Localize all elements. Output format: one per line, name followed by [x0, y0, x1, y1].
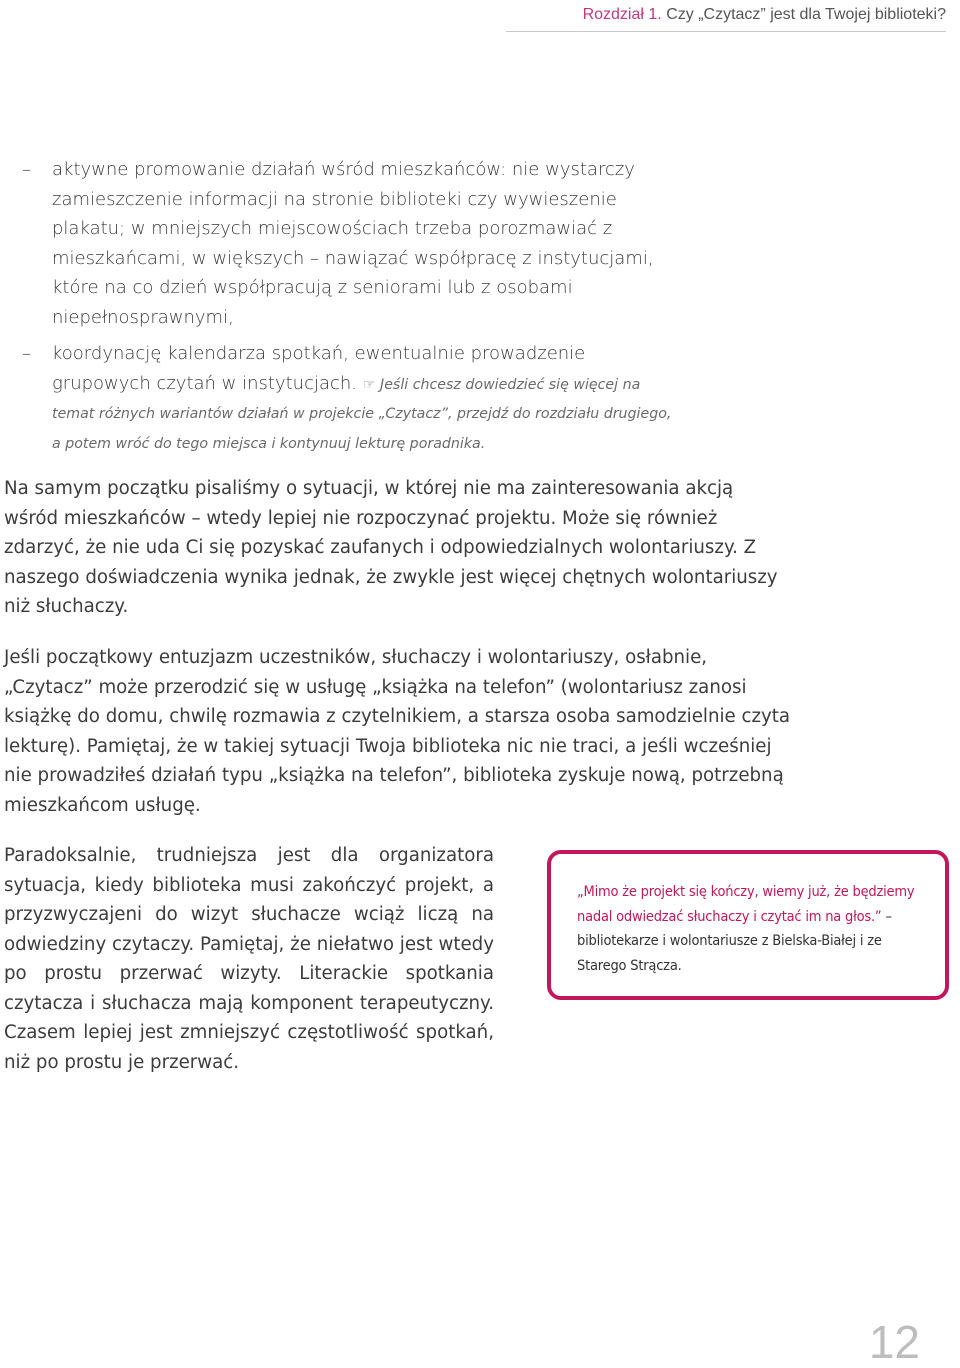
quote-text: „Mimo że projekt się kończy, wiemy już, że będziemy nadal odwiedzać słuchaczy i czytać im na głos.”	[577, 884, 915, 925]
bullet-text: aktywne promowanie działań wśród mieszkańców: nie wystarczy zamieszczenie informacji na stronie biblioteki czy wywieszenie plakatu; w mniejszych miejscowościach trzeba porozmawiać z mieszkańcami, w większych – nawiązać współpracę z instytucjami, które na co dzień współpracują z seniorami lub z osobami niepełnosprawnymi,	[52, 159, 654, 328]
chapter-label: Rozdział 1.	[582, 6, 662, 23]
bullet-text: koordynację kalendarza spotkań, ewentualnie prowadzenie grupowych czytań w instytucjach.	[52, 343, 586, 394]
body-paragraph: Jeśli początkowy entuzjazm uczestników, słuchaczy i wolontariuszy, osłabnie, „Czytacz” może przerodzić się w usługę „książka na telefon” (wolontariusz zanosi książkę do domu, chwilę rozmawia z czytelnikiem, a starsza osoba samodzielnie czyta lekturę). Pamiętaj, że w takiej sytuacji Twoja biblioteka nic nie traci, a jeśli wcześniej nie prowadziłeś działań typu „książka na telefon”, biblioteka zyskuje nową, potrzebną mieszkańcom usługę.	[4, 647, 791, 816]
body-paragraph: Na samym początku pisaliśmy o sytuacji, w której nie ma zainteresowania akcją wśród mieszkańców – wtedy lepiej nie rozpoczynać projektu. Może się również zdarzyć, że nie uda Ci się pozyskać zaufanych i odpowiedzialnych wolontariuszy. Z naszego doświadczenia wynika jednak, że zwykle jest więcej chętnych wolontariuszy niż słuchaczy.	[4, 478, 778, 617]
quote-attribution: – bibliotekarze i wolontariusze z Bielska-Białej i ze Starego Strącza.	[577, 908, 892, 974]
body-paragraph: Paradoksalnie, trudniejsza jest dla organizatora sytuacja, kiedy biblioteka musi zakończyć projekt, a przyzwyczajeni do wizyt słuchacze wciąż liczą na odwiedziny czytaczy. Pamiętaj, że niełatwo jest wtedy po prostu przerwać wizyty. Literackie spotkania czytacza i słuchacza mają komponent terapeutyczny. Czasem lepiej jest zmniejszyć częstotliwość spotkań, niż po prostu je przerwać.	[4, 845, 494, 1073]
chapter-title: Czy „Czytacz” jest dla Twojej biblioteki?	[666, 6, 946, 23]
pointing-hand-icon: ☞	[362, 376, 376, 393]
list-item	[22, 339, 682, 457]
running-header	[506, 4, 946, 32]
page-number: 12	[868, 1316, 920, 1368]
bullet-dash: –	[22, 343, 31, 364]
pull-quote	[577, 880, 927, 978]
tip-text: Jeśli chcesz dowiedzieć się więcej na temat różnych wariantów działań w projekcie „Czytacz”, przejdź do rozdziału drugiego, a potem wróć do tego miejsca i kontynuuj lekturę poradnika.	[52, 376, 672, 452]
pull-quote-box	[547, 850, 949, 1000]
list-item	[22, 155, 682, 332]
bullet-dash: –	[22, 159, 31, 180]
bullet-list	[22, 155, 682, 464]
